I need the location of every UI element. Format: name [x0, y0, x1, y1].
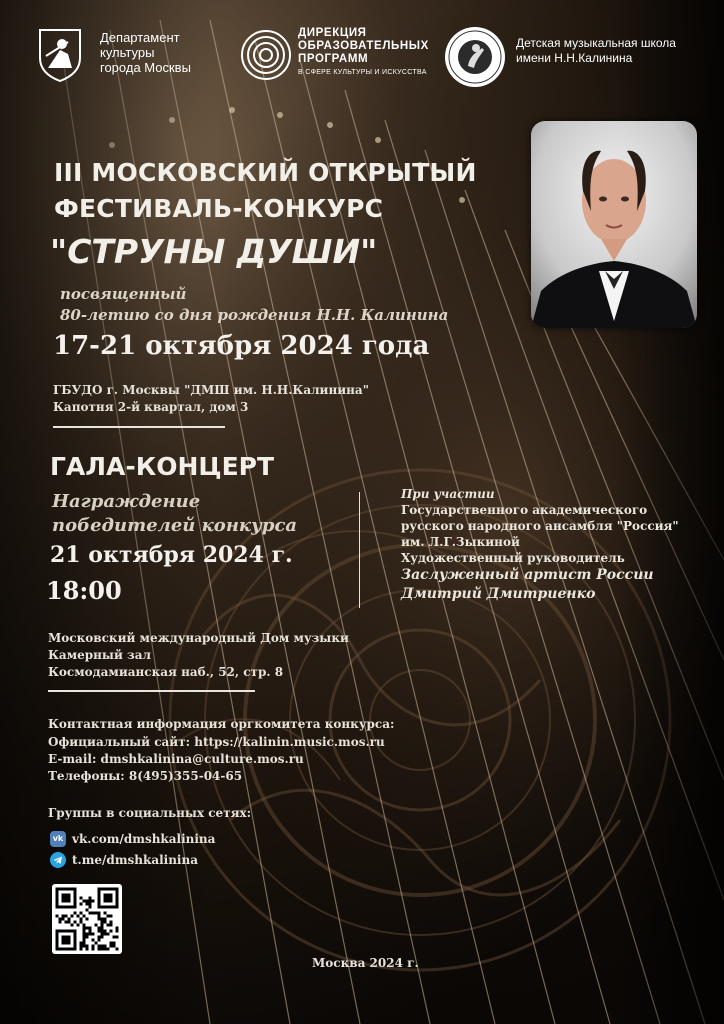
moscow-culture-dept-logo [38, 28, 238, 84]
gala-title: ГАЛА-КОНЦЕРТ [50, 452, 275, 481]
dept-name-line2: культуры [100, 45, 155, 60]
participation-line2: русского народного ансамбля "Россия" [401, 519, 679, 533]
divider-1 [53, 426, 225, 428]
divider-2 [48, 690, 255, 692]
moscow-coat-of-arms-icon [38, 28, 82, 82]
kalinin-portrait [531, 121, 697, 328]
contacts-heading: Контактная информация оргкомитета конкурса: [48, 717, 395, 731]
qr-code[interactable] [52, 884, 122, 954]
official-site-link[interactable]: Официальный сайт: https://kalinin.music.mos.ru [48, 735, 385, 749]
gala-date: 21 октября 2024 г. [50, 542, 293, 568]
venue-line1: ГБУДО г. Москвы "ДМШ им. Н.Н.Калинина" [53, 383, 369, 397]
school-seal-icon [444, 26, 506, 88]
directorate-line4: В СФЕРЕ КУЛЬТУРЫ И ИСКУССТВА [298, 69, 427, 76]
vk-icon: vk [50, 831, 66, 847]
participation-line6: Дмитрий Дмитриенко [401, 586, 596, 602]
directorate-line2: ОБРАЗОВАТЕЛЬНЫХ [298, 40, 429, 52]
gala-place-line1: Московский международный Дом музыки [48, 631, 349, 645]
phone-numbers: Телефоны: 8(495)355-04-65 [48, 769, 243, 783]
qr-code-pattern [52, 884, 122, 954]
participation-line1: Государственного академического [401, 503, 648, 517]
festival-name: "СТРУНЫ ДУШИ" [50, 232, 378, 271]
participation-block [401, 486, 701, 604]
school-name-line1: Детская музыкальная школа [516, 36, 676, 50]
gala-time: 18:00 [46, 576, 122, 605]
gala-place-line2: Камерный зал [48, 648, 151, 662]
telegram-icon [50, 852, 66, 868]
school-name-line2: имени Н.Н.Калинина [516, 51, 633, 65]
concentric-circles-logo-icon [240, 29, 292, 81]
telegram-link-label: t.me/dmshkalinina [72, 853, 198, 867]
email-link[interactable]: E-mail: dmshkalinina@culture.mos.ru [48, 752, 304, 766]
participation-line3: им. Л.Г.Зыкиной [401, 535, 520, 549]
directorate-line3: ПРОГРАММ [298, 53, 369, 65]
festival-title-line1: III МОСКОВСКИЙ ОТКРЫТЫЙ [54, 158, 477, 187]
telegram-link[interactable] [50, 852, 198, 868]
vk-link-label: vk.com/dmshkalinina [72, 832, 216, 846]
footer-city-year: Москва 2024 г. [312, 956, 419, 970]
venue-line2: Капотня 2-й квартал, дом 3 [53, 400, 249, 414]
participation-intro: При участии [401, 487, 495, 501]
participation-line4: Художественный руководитель [401, 551, 625, 565]
vk-link[interactable] [50, 831, 215, 847]
dedication-line2: 80-летию со дня рождения Н.Н. Калинина [60, 306, 449, 324]
award-line2: победителей конкурса [52, 515, 298, 536]
gala-place-line3: Космодамианская наб., 52, стр. 8 [48, 665, 284, 679]
festival-title-line2: ФЕСТИВАЛЬ-КОНКУРС [54, 194, 384, 223]
participation-line5: Заслуженный артист России [401, 567, 654, 583]
award-line1: Награждение [52, 491, 201, 512]
dept-name-line3: города Москвы [100, 60, 191, 75]
portrait-photo [531, 121, 697, 328]
education-directorate-logo [240, 25, 440, 85]
dedication-line1: посвященный [60, 285, 187, 303]
social-heading: Группы в социальных сетях: [48, 806, 252, 820]
festival-dates: 17-21 октября 2024 года [53, 331, 430, 361]
dept-name-line1: Департамент [100, 30, 180, 45]
music-school-logo [444, 26, 704, 90]
directorate-line1: ДИРЕКЦИЯ [298, 27, 367, 39]
vertical-divider [359, 492, 360, 608]
